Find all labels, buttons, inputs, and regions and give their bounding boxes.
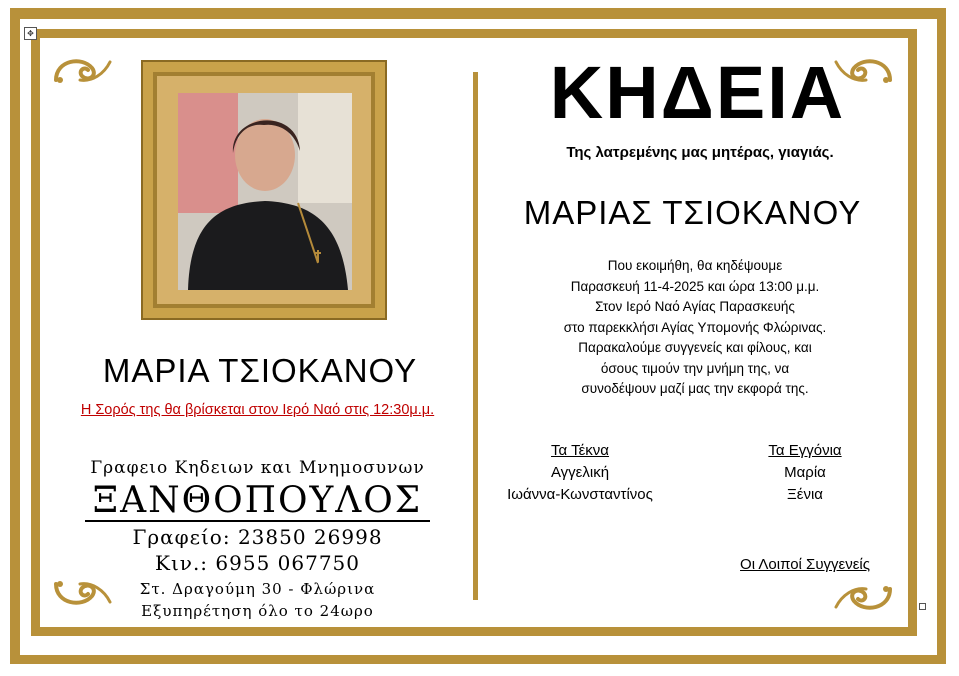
funeral-home-tagline: Γραφειο Κηδειων και Μνημοσυνων <box>90 458 425 478</box>
children-header: Τα Τέκνα <box>551 442 609 459</box>
announcement-line: στο παρεκκλήσι Αγίας Υπομονής Φλώρινας. <box>563 319 827 335</box>
mobile-phone: Κιν.: 6955 067750 <box>155 551 360 575</box>
other-relatives: Οι Λοιποί Συγγενείς <box>740 556 870 573</box>
move-handle-icon[interactable]: ✥ <box>24 27 37 40</box>
announcement-line: Παρασκευή 11-4-2025 και ώρα 13:00 μ.μ. <box>570 278 820 294</box>
child-name: Αγγελική <box>550 464 610 481</box>
child-name: Ιωάννα-Κωνσταντίνος <box>507 486 653 503</box>
announcement-line: Στον Ιερό Ναό Αγίας Παρασκευής <box>595 299 795 314</box>
children-column <box>480 440 680 506</box>
grandchild-name: Ξένια <box>787 486 823 503</box>
grandchild-name: Μαρία <box>784 464 826 481</box>
announcement-line: συνοδέψουν μαζί μας την εκφορά της. <box>581 381 809 396</box>
funeral-home-brand: ΞΑΝΘΟΠΟΥΛΟΣ <box>85 482 430 522</box>
notice-subtitle: Της λατρεμένης μας μητέρας, γιαγιάς. <box>566 144 834 161</box>
resize-handle-icon[interactable] <box>919 603 926 610</box>
deceased-name-left: ΜΑΡΙΑ ΤΣΙΟΚΑΝΟΥ <box>102 352 418 389</box>
wake-note: Η Σορός της θα βρίσκεται στον Ιερό Ναό στις 12:30μ.μ. <box>80 402 435 418</box>
service-hours: Εξυπηρέτηση όλο το 24ωρο <box>141 602 374 620</box>
address: Στ. Δραγούμη 30 - Φλώρινα <box>139 580 376 598</box>
notice-title: ΚΗΔΕΙΑ <box>549 51 846 134</box>
corner-ornament-icon <box>52 52 114 86</box>
funeral-home-block <box>40 458 475 620</box>
portrait-photo <box>178 93 352 290</box>
announcement-line: Που εκοιμήθη, θα κηδέψουμε <box>607 258 783 273</box>
announcement-text <box>500 256 890 400</box>
grandchildren-header: Τα Εγγόνια <box>768 442 842 459</box>
announcement-line: όσους τιμούν την μνήμη της, να <box>600 360 790 376</box>
grandchildren-column <box>730 440 880 506</box>
corner-ornament-icon <box>832 583 894 617</box>
deceased-name-right: ΜΑΡΙΑΣ ΤΣΙΟΚΑΝΟΥ <box>523 194 862 231</box>
announcement-line: Παρακαλούμε συγγενείς και φίλους, και <box>578 340 812 355</box>
office-phone: Γραφείο: 23850 26998 <box>132 525 383 549</box>
